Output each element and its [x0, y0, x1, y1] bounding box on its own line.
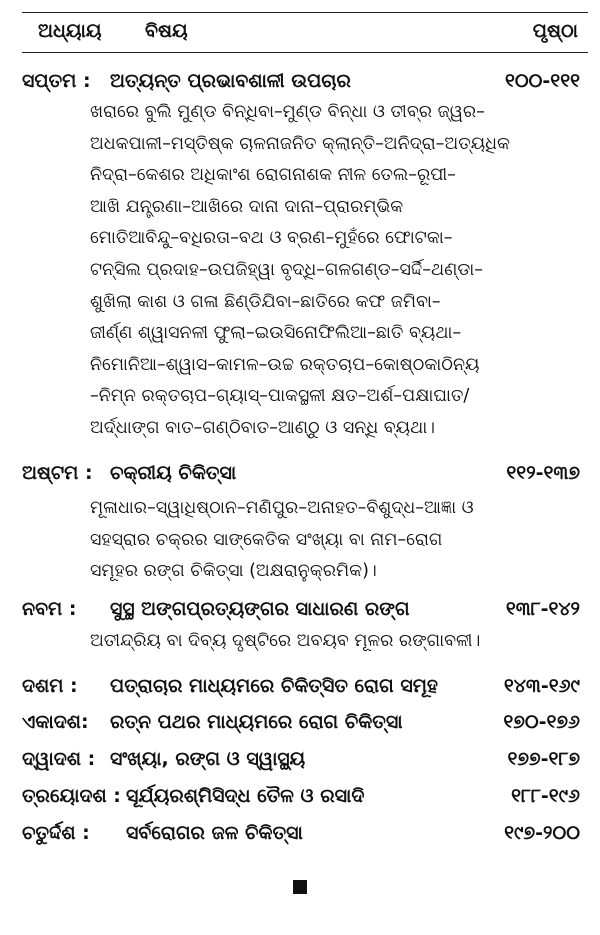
chapter-pages: ୧୭୦-୧୭୬ [503, 711, 580, 733]
chapter-row-8 [22, 462, 588, 496]
chapter-label: ଅଷ୍ଟମ : [22, 462, 93, 484]
topic-line: –ନିମ୍ନ ରକ୍ତଚାପ–ଗ୍ୟାସ୍–ପାକସ୍ଥଳୀ କ୍ଷତ–ଅର୍ଶ–ପକ୍ଷାଘାତ/ [90, 386, 470, 407]
chapter-label: ତ୍ରୟୋଦଶ : [22, 785, 121, 807]
chapter-title: ସର୍ବରୋଗର ଜଳ ଚିକିତ୍ସା [126, 822, 303, 844]
chapter-title: ସୁସ୍ଥ ଅଙ୍ଗପ୍ରତ୍ୟଙ୍ଗର ସାଧାରଣ ରଙ୍ଗ [110, 598, 410, 620]
chapter-pages: ୧୭୭-୧୮୭ [507, 748, 580, 770]
chapter-title: ଅତ୍ୟନ୍ତ ପ୍ରଭାବଶାଳୀ ଉପଚାର [110, 70, 351, 92]
topic-line: ମୂଳାଧାର–ସ୍ୱାଧିଷ୍ଠାନ–ମଣିପୁର–ଅନାହତ–ବିଶୁଦ୍ଧ–ଆଜ୍ଞା ଓ [90, 498, 474, 518]
chapter-title: ଚକ୍ରୀୟ ଚିକିତ୍ସା [110, 462, 237, 484]
chapter-7-topics [90, 97, 572, 445]
topic-line: ଜୀର୍ଣ୍ଣ ଶ୍ୱାସନଳୀ ଫୁଲା–ଇଉସିନୋଫିଲିଆ–ଛାତି ବ୍ୟଥା– [90, 323, 462, 344]
chapter-title: ସୂର୍ଯ୍ୟରଶ୍ମିସିଦ୍ଧ ତୈଳ ଓ ରସାଦି [126, 785, 365, 807]
chapter-row-12 [22, 748, 588, 782]
chapter-label: ଦଶମ : [22, 675, 78, 697]
header-page: ପୃଷ୍ଠା [532, 20, 578, 42]
topic-line: ମୋତିଆବିନ୍ଦୁ–ବଧିରତା–ବଥ ଓ ବ୍ରଣ–ମୁହଁରେ ଫୋଟକା– [90, 228, 453, 249]
topic-line: ଶୁଖିଲା କାଶ ଓ ଗଳା ଛିଣ୍ଡିଯିବା–ଛାତିରେ କଫ ଜମିବା– [90, 291, 441, 312]
end-square-mark [293, 880, 307, 894]
chapter-pages: ୧୩୮-୧୪୨ [505, 598, 580, 620]
chapter-row-10 [22, 675, 588, 709]
header-subject: ବିଷୟ [145, 20, 188, 42]
chapter-title: ପତ୍ରାଚାର ମାଧ୍ୟମରେ ଚିକିତ୍ସିତ ରୋଗ ସମୂହ [110, 675, 439, 697]
chapter-label: ଏକାଦଶ: [22, 711, 89, 733]
chapter-label: ଚତୁର୍ଦ୍ଦଶ : [22, 822, 90, 844]
chapter-label: ଦ୍ୱାଦଶ : [22, 748, 96, 770]
chapter-row-13 [22, 785, 588, 819]
topic-line: ଖରାରେ ବୁଲି ମୁଣ୍ଡ ବିନ୍ଧିବା–ମୁଣ୍ଡ ବିନ୍ଧା ଓ ତୀବ୍ର ଜ୍ୱର– [90, 102, 485, 122]
topic-line: ଅତୀନ୍ଦ୍ରିୟ ବା ଦିବ୍ୟ ଦୃଷ୍ଟିରେ ଅବୟବ ମୂଳର ରଙ୍ଗାବଳୀ। [90, 631, 481, 651]
chapter-pages: ୧୦୦-୧୧୧ [505, 70, 580, 92]
chapter-pages: ୧୮୮-୧୯୬ [511, 785, 580, 807]
chapter-pages: ୧୧୨-୧୩୭ [506, 462, 580, 484]
top-rule [22, 12, 588, 13]
chapter-pages: ୧୯୭-୨୦୦ [504, 822, 580, 844]
topic-line: ଅଧକପାଳୀ–ମସ୍ତିଷ୍କ ଚାଳନାଜନିତ କ୍ଲାନ୍ତି–ଅନିଦ୍ରା–ଅତ୍ୟଧିକ [90, 133, 510, 154]
topic-line: ଟନ୍‌ସିଲ ପ୍ରଦାହ–ଉପଜିହ୍ୱା ବୃଦ୍ଧି–ଗଳଗଣ୍ଡ–ସର୍ଦ୍ଦି–ଥଣ୍ଡା– [90, 259, 484, 280]
chapter-label: ସପ୍ତମ : [22, 70, 91, 92]
topic-line: ସମୂହର ରଙ୍ଗ ଚିକିତ୍ସା (ଅକ୍ଷରାନୁକ୍ରମିକ)। [90, 561, 377, 582]
topic-line: ନିଦ୍ରା–କେଶର ଅଧିକାଂଶ ରୋଗନାଶକ ନୀଳ ତେଲ–ରୂପୀ– [90, 165, 456, 186]
topic-line: ସହସ୍ରାର ଚକ୍ରର ସାଙ୍କେତିକ ସଂଖ୍ୟା ବା ନାମ–ରୋଗ [90, 529, 443, 550]
chapter-title: ସଂଖ୍ୟା, ରଙ୍ଗ ଓ ସ୍ୱାସ୍ଥ୍ୟ [110, 748, 306, 770]
header-rule [22, 52, 588, 53]
chapter-row-14 [22, 822, 588, 856]
chapter-pages: ୧୪୩-୧୬୯ [503, 675, 580, 697]
chapter-8-topics [90, 493, 572, 588]
chapter-9-topics [90, 626, 572, 658]
header-chapter: ଅଧ୍ୟାୟ [38, 20, 102, 42]
chapter-label: ନବମ : [22, 598, 77, 620]
topic-line: ଆଖି ଯନ୍ତ୍ରଣା–ଆଖିରେ ଦାନା ଦାନା–ପ୍ରାରମ୍ଭିକ [90, 196, 404, 217]
topic-line: ଅର୍ଦ୍ଧାଙ୍ଗ ବାତ–ଗଣ୍ଠିବାତ–ଆଣ୍ଠୁ ଓ ସନ୍ଧି ବ୍ୟଥା। [90, 417, 436, 438]
chapter-row-11 [22, 711, 588, 745]
chapter-title: ରତ୍ନ ପଥର ମାଧ୍ୟମରେ ରୋଗ ଚିକିତ୍ସା [110, 711, 403, 733]
topic-line: ନିମୋନିଆ–ଶ୍ୱାସ–କାମଳ–ଉଚ୍ଚ ରକ୍ତଚାପ–କୋଷ୍ଠକାଠିନ୍ୟ [90, 354, 480, 375]
